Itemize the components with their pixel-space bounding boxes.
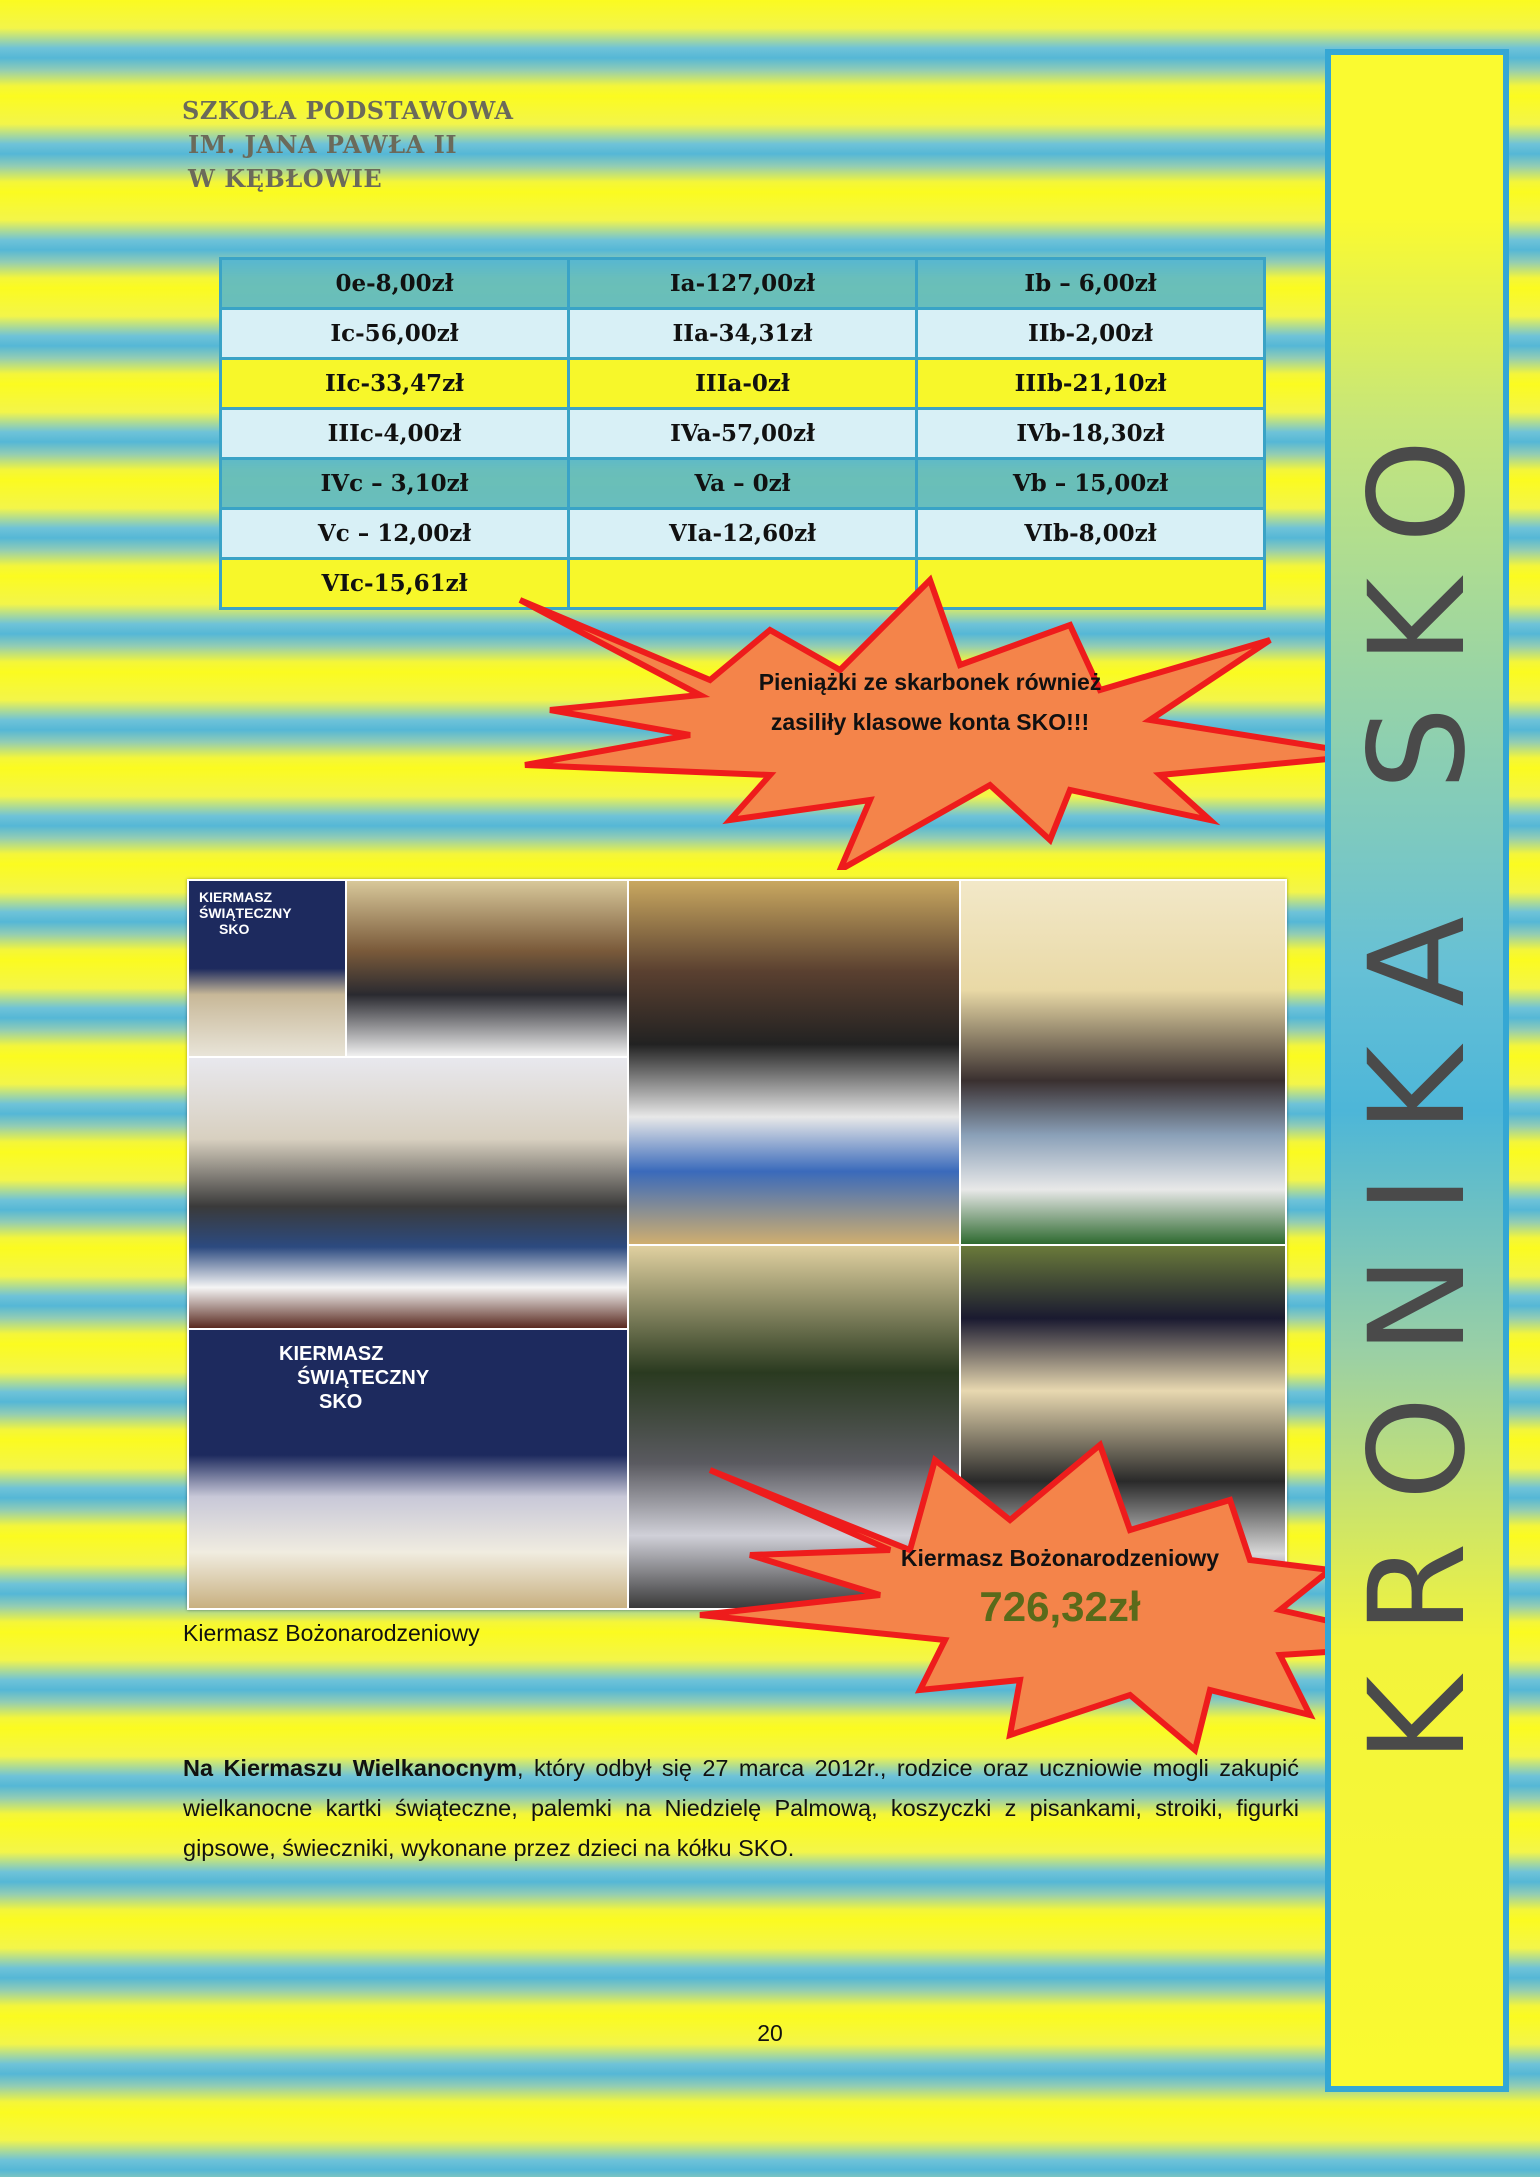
paragraph-text: , który odbył się 27 marca 2012r., rodzice oraz uczniowie mogli zakupić wielkanocne kartki świąteczne, palemki na Niedzielę Palmową, koszyczki z pisankami, stroiki, figurki gipsowe, świeczniki, wykonane przez dzieci na kółku SKO. (183, 1755, 1299, 1861)
banner-text-1: KIERMASZ (199, 889, 273, 905)
banner-text-1b: KIERMASZ (279, 1343, 384, 1365)
table-cell: VIc-15,61zł (221, 559, 569, 609)
table-cell: 0e-8,00zł (221, 259, 569, 309)
table-cell: Ia-127,00zł (569, 259, 917, 309)
table-cell: Va – 0zł (569, 459, 917, 509)
table-cell: IVa-57,00zł (569, 409, 917, 459)
total-title: Kiermasz Bożonarodzeniowy (900, 1545, 1220, 1571)
photo-2 (347, 881, 627, 1056)
class-savings-table (219, 257, 1266, 610)
school-name-line2: IM. JANA PAWŁA II (188, 130, 458, 159)
table-row (221, 259, 1265, 309)
table-cell: IIIb-21,10zł (917, 359, 1265, 409)
table-cell: VIa-12,60zł (569, 509, 917, 559)
starburst-callout-text (640, 662, 1220, 742)
banner-text-3: SKO (219, 921, 250, 937)
table-row (221, 459, 1265, 509)
banner-text-3b: SKO (319, 1391, 363, 1413)
callout-line2: zasiliły klasowe konta SKO!!! (770, 709, 1090, 735)
school-name (182, 94, 513, 196)
photo-3 (629, 881, 959, 1244)
table-row (221, 309, 1265, 359)
total-amount: 726,32zł (979, 1583, 1141, 1630)
school-name-line3: W KĘBŁOWIE (188, 164, 383, 193)
banner-text-2: ŚWIĄTECZNY (199, 905, 292, 921)
table-cell: Ic-56,00zł (221, 309, 569, 359)
banner-text-2b: ŚWIĄTECZNY (297, 1367, 430, 1389)
school-name-line1: SZKOŁA PODSTAWOWA (182, 96, 514, 125)
table-cell: IVb-18,30zł (917, 409, 1265, 459)
photo-5 (189, 1058, 627, 1328)
photo-8 (189, 1330, 627, 1608)
table-cell: IIIa-0zł (569, 359, 917, 409)
table-cell: Vc – 12,00zł (221, 509, 569, 559)
sidebar-title: KRONIKA SKO (1341, 397, 1495, 1763)
photo-caption: Kiermasz Bożonarodzeniowy (183, 1620, 480, 1646)
table-cell: IIb-2,00zł (917, 309, 1265, 359)
table-cell: IVc – 3,10zł (221, 459, 569, 509)
table-cell: IIc-33,47zł (221, 359, 569, 409)
callout-line1: Pieniążki ze skarbonek również (758, 669, 1102, 695)
table-cell: VIb-8,00zł (917, 509, 1265, 559)
easter-fair-paragraph (183, 1748, 1299, 1868)
page-number: 20 (757, 2020, 783, 2046)
table-cell: IIIc-4,00zł (221, 409, 569, 459)
table-cell: Vb – 15,00zł (917, 459, 1265, 509)
table-cell: IIa-34,31zł (569, 309, 917, 359)
paragraph-bold: Na Kiermaszu Wielkanocnym (183, 1755, 518, 1781)
photo-4 (961, 881, 1285, 1244)
table-row (221, 359, 1265, 409)
table-row (221, 409, 1265, 459)
table-row (221, 509, 1265, 559)
table-cell: Ib – 6,00zł (917, 259, 1265, 309)
photo-1 (189, 881, 345, 1056)
starburst-total-text (820, 1540, 1300, 1638)
